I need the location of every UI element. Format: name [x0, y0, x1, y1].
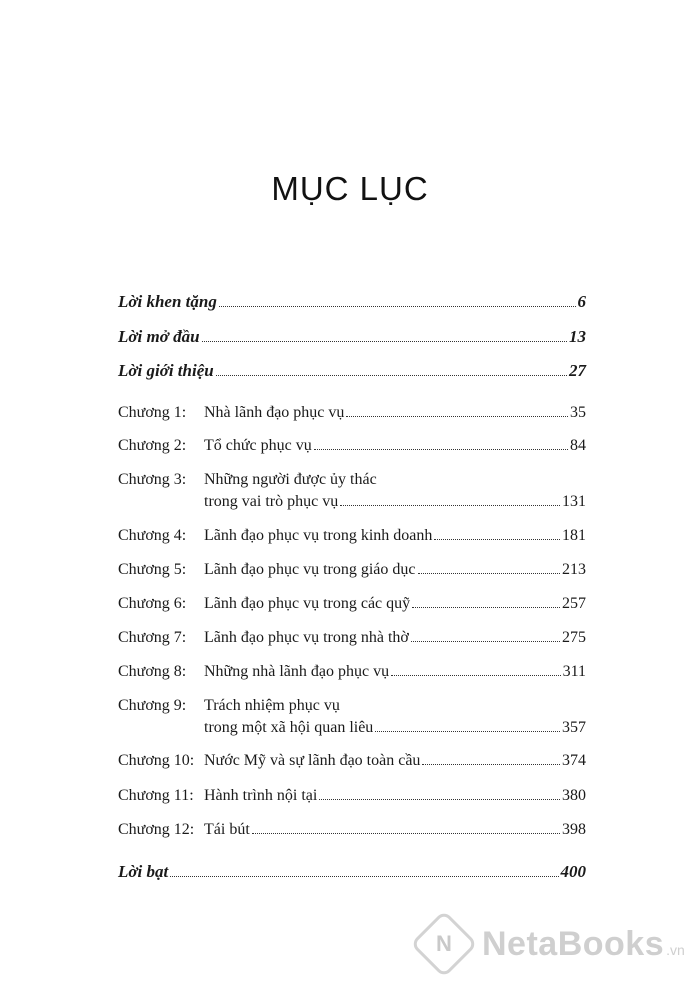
dot-leader	[346, 416, 568, 417]
dot-leader	[391, 675, 561, 676]
chapter-title: Nhà lãnh đạo phục vụ	[204, 404, 345, 421]
chapter-label: Chương 10:	[118, 752, 195, 769]
toc-entry-label: Lời giới thiệu	[118, 361, 214, 380]
toc-page-number: 131	[562, 493, 586, 510]
chapter-label: Chương 12:	[118, 821, 195, 838]
toc-entry-label: Lời mở đầu	[118, 327, 200, 346]
dot-leader	[216, 375, 567, 376]
chapter-title: Lãnh đạo phục vụ trong các quỹ	[204, 595, 411, 612]
dot-leader	[319, 799, 560, 800]
chapter-title: Trách nhiệm phục vụ	[204, 697, 340, 714]
toc-page-number: 181	[562, 527, 586, 544]
toc-page-number: 357	[562, 719, 586, 736]
chapter-label: Chương 6:	[118, 595, 187, 612]
watermark	[420, 920, 685, 968]
chapter-label: Chương 11:	[118, 787, 194, 804]
toc-entry-chapter-4[interactable]	[118, 527, 586, 545]
chapter-label: Chương 1:	[118, 404, 187, 421]
chapter-title: Nước Mỹ và sự lãnh đạo toàn cầu	[204, 752, 421, 769]
chapter-label: Chương 4:	[118, 527, 187, 544]
dot-leader	[219, 306, 576, 307]
toc-entry-chapter-12[interactable]	[118, 821, 586, 839]
toc-entry-chapter-3-line1[interactable]	[118, 471, 586, 489]
chapter-title-continued: trong một xã hội quan liêu	[204, 719, 374, 736]
watermark-brand: NetaBooks	[482, 924, 665, 963]
chapter-label: Chương 2:	[118, 437, 187, 454]
chapter-title: Tái bút	[204, 821, 250, 838]
chapter-title: Hành trình nội tại	[204, 787, 318, 804]
toc-page-number: 27	[569, 361, 586, 380]
chapter-title: Lãnh đạo phục vụ trong giáo dục	[204, 561, 416, 578]
toc-page-number: 35	[570, 404, 586, 421]
toc-page-number: 374	[562, 752, 586, 769]
chapter-label: Chương 5:	[118, 561, 187, 578]
toc-entry-loi-bat[interactable]	[118, 862, 586, 882]
logo-letter: N	[436, 930, 452, 956]
toc-entry-label: Lời bạt	[118, 862, 169, 881]
dot-leader	[418, 573, 561, 574]
chapter-title: Tổ chức phục vụ	[204, 437, 312, 454]
toc-page-number: 400	[560, 862, 586, 881]
toc-page-number: 311	[562, 663, 586, 680]
chapter-label: Chương 8:	[118, 663, 187, 680]
toc-page-number: 398	[562, 821, 586, 838]
chapter-title: Những người được ủy thác	[204, 471, 377, 488]
dot-leader	[340, 505, 560, 506]
dot-leader	[375, 731, 560, 732]
chapter-title: Lãnh đạo phục vụ trong kinh doanh	[204, 527, 433, 544]
toc-page-number: 84	[570, 437, 586, 454]
toc-page-number: 275	[562, 629, 586, 646]
chapter-label: Chương 9:	[118, 697, 187, 714]
toc-entry-chapter-7[interactable]	[118, 629, 586, 647]
toc-page-number: 13	[569, 327, 586, 346]
dot-leader	[170, 876, 558, 877]
chapter-label: Chương 3:	[118, 471, 187, 488]
dot-leader	[412, 607, 560, 608]
toc-entry-chapter-3-line2[interactable]	[118, 493, 586, 511]
toc-entry-chapter-5[interactable]	[118, 561, 586, 579]
toc-entry-chapter-1[interactable]	[118, 404, 586, 422]
toc-entry-chapter-9-line2[interactable]	[118, 719, 586, 737]
chapter-label: Chương 7:	[118, 629, 187, 646]
toc-entry-loi-mo-dau[interactable]	[118, 327, 586, 347]
toc-entry-chapter-11[interactable]	[118, 787, 586, 805]
dot-leader	[202, 341, 567, 342]
toc-page-number: 257	[562, 595, 586, 612]
toc-entry-chapter-10[interactable]	[118, 752, 586, 770]
dot-leader	[434, 539, 560, 540]
watermark-suffix: .vn	[666, 942, 685, 958]
dot-leader	[252, 833, 560, 834]
toc-entry-label: Lời khen tặng	[118, 292, 217, 311]
netabooks-logo-icon	[410, 910, 478, 978]
toc-page-number: 6	[577, 292, 586, 311]
toc-page-number: 213	[562, 561, 586, 578]
dot-leader	[422, 764, 560, 765]
toc-entry-chapter-6[interactable]	[118, 595, 586, 613]
chapter-title: Lãnh đạo phục vụ trong nhà thờ	[204, 629, 409, 646]
toc-entry-loi-khen-tang[interactable]	[118, 292, 586, 312]
page-title: MỤC LỤC	[271, 170, 429, 207]
toc-entry-chapter-8[interactable]	[118, 663, 586, 681]
toc-page-number: 380	[562, 787, 586, 804]
dot-leader	[314, 449, 568, 450]
dot-leader	[411, 641, 560, 642]
toc-entry-chapter-2[interactable]	[118, 437, 586, 455]
toc-entry-chapter-9-line1[interactable]	[118, 697, 586, 715]
chapter-title: Những nhà lãnh đạo phục vụ	[204, 663, 390, 680]
toc-entry-loi-gioi-thieu[interactable]	[118, 361, 586, 381]
chapter-title-continued: trong vai trò phục vụ	[204, 493, 339, 510]
